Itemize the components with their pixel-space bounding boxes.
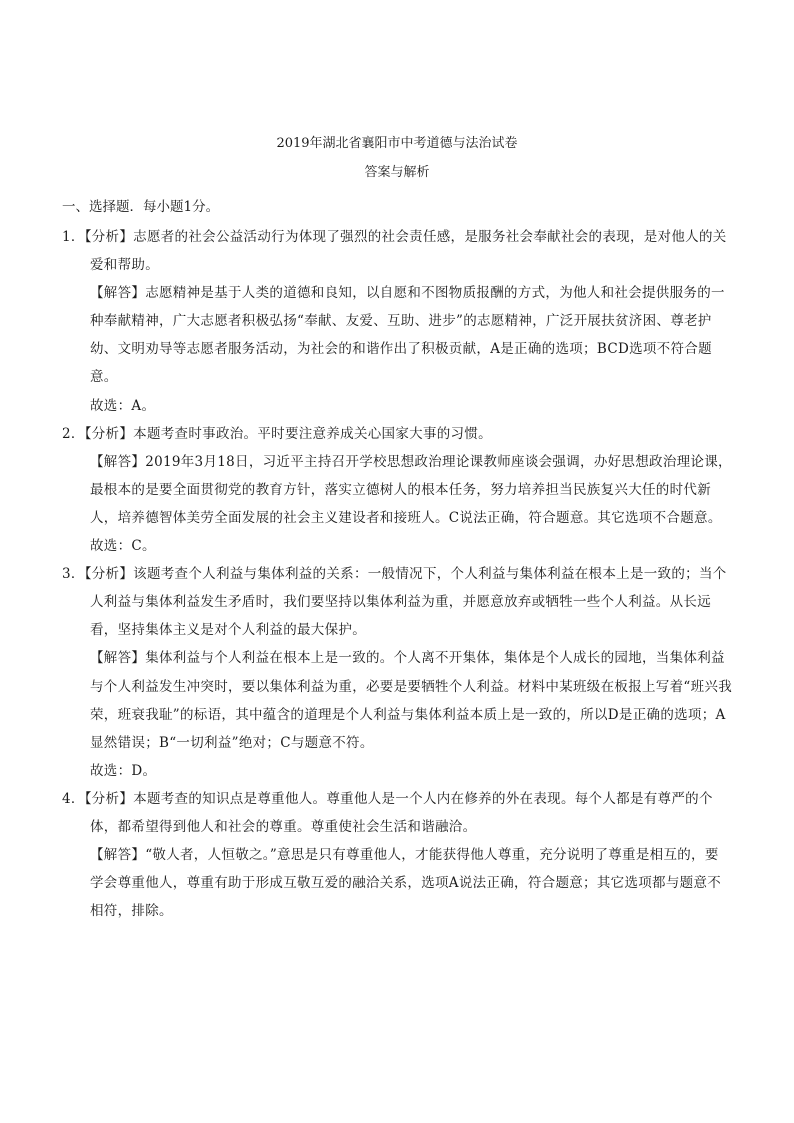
question-answer — [62, 279, 732, 391]
analysis-text: 该题考查个人利益与集体利益的关系：一般情况下，个人利益与集体利益在根本上是一致的；当个人利益与集体利益发生矛盾时，我们要坚持以集体利益为重，并愿意放弃或牺牲一些个人利益。从长远看，坚持集体主义是对个人利益的最大保护。 — [90, 566, 727, 639]
question-number: 3． — [62, 566, 85, 583]
question-answer — [62, 448, 732, 532]
question-analysis — [62, 785, 732, 841]
analysis-tag: 【分析】 — [84, 566, 134, 583]
question-block — [62, 785, 732, 925]
analysis-text: 志愿者的社会公益活动行为体现了强烈的社会责任感，是服务社会奉献社会的表现，是对他人的关爱和帮助。 — [90, 229, 727, 274]
analysis-tag: 【分析】 — [84, 229, 134, 245]
answer-tag: 【解答】 — [90, 453, 146, 470]
question-analysis — [62, 223, 732, 279]
question-choice: 故选：D。 — [90, 762, 157, 779]
answer-text: 志愿精神是基于人类的道德和良知，以自愿和不图物质报酬的方式，为他人和社会提供服务的一种奉献精神，广大志愿者积极弘扬“奉献、友爱、互助、进步”的志愿精神，广泛开展扶贫济困、尊老护幼、文明劝导等志愿者服务活动，为社会的和谐作出了积极贡献，A是正确的选项；BCD选项不符合题意。 — [90, 285, 725, 386]
analysis-tag: 【分析】 — [84, 790, 134, 807]
answer-text: 2019年3月18日，习近平主持召开学校思想政治理论课教师座谈会强调，办好思想政治理论课，最根本的是要全面贯彻党的教育方针，落实立德树人的根本任务，努力培养担当民族复兴大任的时代新人，培养德智体美劳全面发展的社会主义建设者和接班人。C说法正确，符合题意。其它选项不合题意。 — [90, 453, 732, 526]
question-number: 2． — [62, 425, 85, 442]
analysis-text: 本题考查的知识点是尊重他人。尊重他人是一个人内在修养的外在表现。每个人都是有尊严的个体，都希望得到他人和社会的尊重。尊重使社会生活和谐融洽。 — [90, 790, 713, 835]
section-heading: 一、选择题．每小题1分。 — [62, 199, 220, 215]
answer-tag: 【解答】 — [90, 650, 146, 667]
analysis-text: 本题考查时事政治。平时要注意养成关心国家大事的习惯。 — [133, 425, 492, 442]
question-choice: 故选：C。 — [90, 538, 156, 555]
question-answer — [62, 644, 732, 756]
question-block — [62, 560, 732, 785]
question-number: 4． — [62, 790, 85, 807]
question-answer — [62, 841, 732, 925]
question-block — [62, 223, 732, 420]
page-subtitle: 答案与解析 — [364, 165, 430, 180]
question-analysis — [62, 560, 732, 644]
answer-text: “敬人者，人恒敬之。”意思是只有尊重他人，才能获得他人尊重，充分说明了尊重是相互的，要学会尊重他人，尊重有助于形成互敬互爱的融洽关系，选项A说法正确，符合题意；其它选项都与题意不相符，排除。 — [90, 847, 722, 920]
question-number: 1． — [62, 229, 85, 245]
page-title: 2019年湖北省襄阳市中考道德与法治试卷 — [276, 136, 518, 151]
answer-tag: 【解答】 — [90, 847, 146, 864]
answer-tag: 【解答】 — [90, 285, 146, 302]
analysis-tag: 【分析】 — [84, 425, 134, 442]
answers-content — [62, 223, 732, 925]
question-block — [62, 420, 732, 560]
answer-text: 集体利益与个人利益在根本上是一致的。个人离不开集体，集体是个人成长的园地，当集体利益与个人利益发生冲突时，要以集体利益为重，必要是要牺牲个人利益。材料中某班级在板报上写着“班兴我荣，班衰我耻”的标语，其中蕴含的道理是个人利益与集体利益本质上是一致的，所以D是正确的选项；A显然错误；B“一切利益”绝对；C与题意不符。 — [90, 650, 732, 751]
question-choice: 故选：A。 — [90, 397, 156, 414]
question-analysis — [62, 420, 732, 448]
